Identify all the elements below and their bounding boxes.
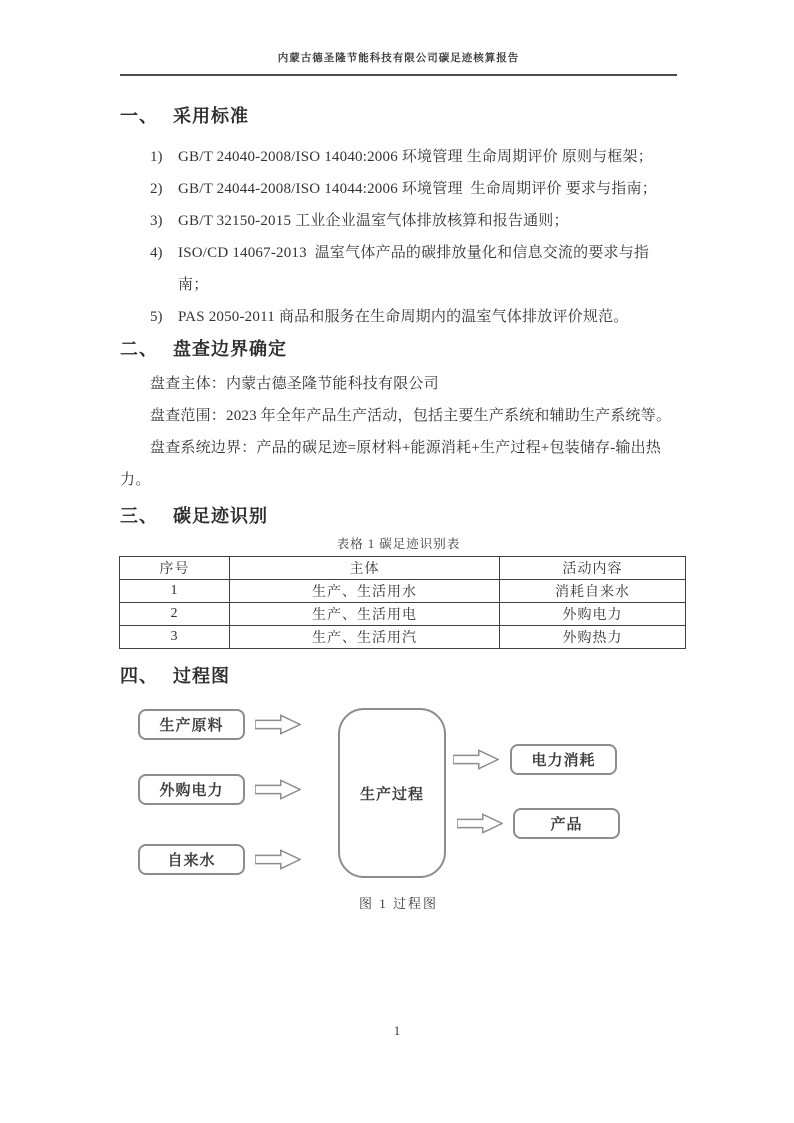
flow-arrow-icon [453,749,499,770]
list-text: GB/T 24044-2008/ISO 14044:2006 环境管理 生命周期评价 要求与指南； [178,181,657,197]
table-header-row [120,557,686,580]
process-box: 生产过程 [338,708,446,878]
section-4-heading [120,664,677,688]
page-content [120,52,677,912]
table-header-cell: 活动内容 [500,557,686,580]
standards-list [120,141,677,333]
table-cell: 生产、生活用水 [230,580,500,603]
flow-arrow-icon [255,714,301,735]
table-cell: 生产、生活用汽 [230,626,500,649]
flow-arrow-icon [255,779,301,800]
list-text: GB/T 24040-2008/ISO 14040:2006 环境管理 生命周期评价 原则与框架； [178,149,653,165]
paragraph: 盘查范围：2023 年全年产品生产活动，包括主要生产系统和辅助生产系统等。 [150,408,672,424]
table-caption: 表格 1 碳足迹识别表 [336,537,461,551]
footprint-identification-table [119,556,686,649]
list-text: ISO/CD 14067-2013 温室气体产品的碳排放量化和信息交流的要求与指南； [178,245,650,293]
running-header: 内蒙古德圣隆节能科技有限公司碳足迹核算报告 [120,52,677,76]
figure-caption: 图 1 过程图 [358,896,438,911]
section-2-title: 盘查边界确定 [173,339,287,359]
list-item [120,301,677,333]
section-1-title: 采用标准 [173,106,249,126]
list-text: PAS 2050-2011 商品和服务在生命周期内的温室气体排放评价规范。 [178,309,629,325]
section-2-number: 二、 [120,339,158,359]
table-cell: 3 [120,626,230,649]
section-3-number: 三、 [120,506,158,526]
list-marker: 4) [150,245,163,261]
table-cell: 2 [120,603,230,626]
table-row [120,580,686,603]
input-box-purchased-electricity: 外购电力 [138,774,245,805]
table-cell: 外购热力 [500,626,686,649]
input-box-tap-water: 自来水 [138,844,245,875]
list-marker: 2) [150,181,163,197]
paragraph: 盘查主体：内蒙古德圣隆节能科技有限公司 [150,376,439,392]
output-box-product: 产品 [513,808,620,839]
paragraph: 盘查系统边界：产品的碳足迹=原材料+能源消耗+生产过程+包装储存-输出热力。 [120,440,662,488]
boundary-paragraphs [120,368,677,496]
section-3-heading [120,504,677,528]
table-row [120,626,686,649]
list-item [120,141,677,173]
section-4-title: 过程图 [173,666,230,686]
section-1-heading [120,104,677,128]
section-3-title: 碳足迹识别 [173,506,268,526]
table-header-cell: 主体 [230,557,500,580]
flow-arrow-icon [255,849,301,870]
table-cell: 生产、生活用电 [230,603,500,626]
section-2-heading [120,337,677,361]
list-marker: 5) [150,309,163,325]
list-item [120,205,677,237]
flow-arrow-icon [457,813,503,834]
section-1-number: 一、 [120,106,158,126]
table-cell: 1 [120,580,230,603]
list-marker: 1) [150,149,163,165]
list-item [120,237,677,301]
list-text: GB/T 32150-2015 工业企业温室气体排放核算和报告通则； [178,213,569,229]
list-item [120,173,677,205]
table-cell: 外购电力 [500,603,686,626]
table-row [120,603,686,626]
section-4-number: 四、 [120,666,158,686]
process-diagram [120,700,677,882]
table-cell: 消耗自来水 [500,580,686,603]
table-header-cell: 序号 [120,557,230,580]
page-number: 1 [393,1024,401,1038]
output-box-electricity-consumption: 电力消耗 [510,744,617,775]
list-marker: 3) [150,213,163,229]
input-box-production-materials: 生产原料 [138,709,245,740]
